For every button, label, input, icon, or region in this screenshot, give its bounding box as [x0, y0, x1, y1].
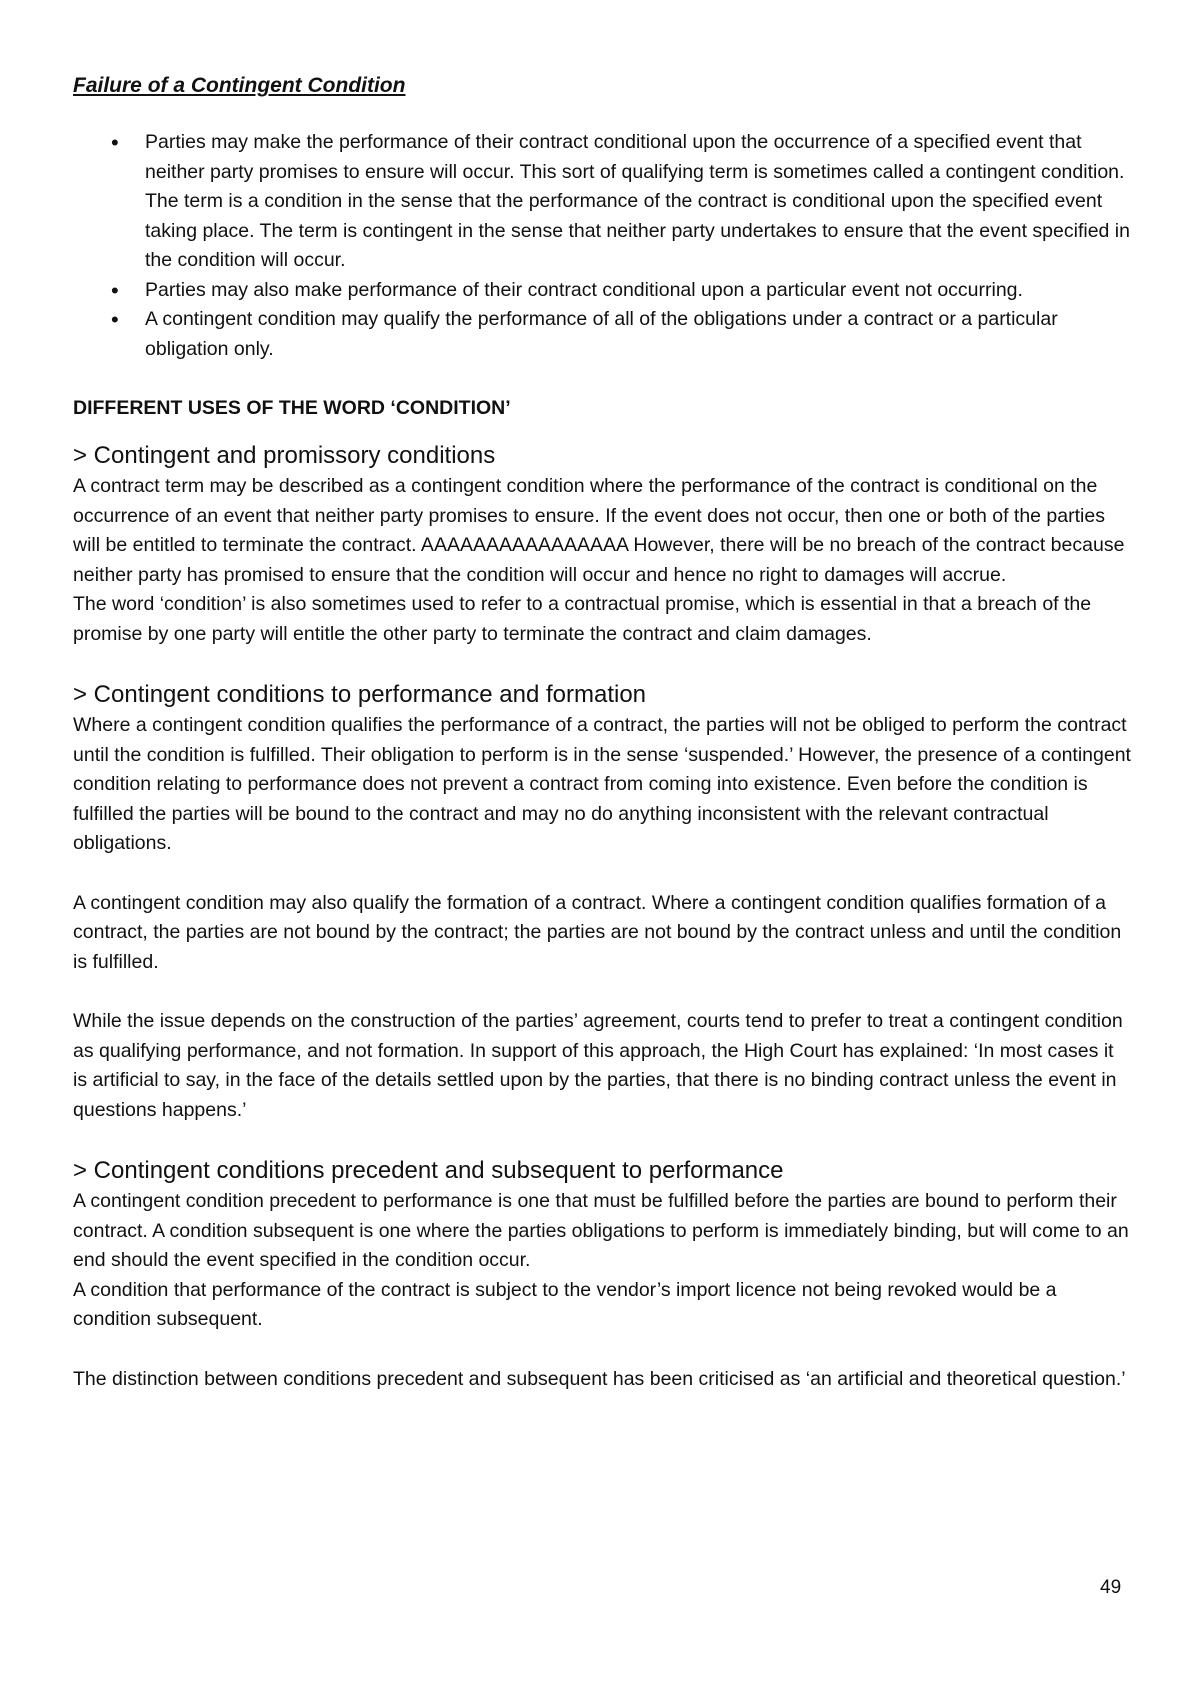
bullet-list [73, 128, 1133, 364]
document-page [73, 72, 1133, 1394]
subheading-contingent-promissory: > Contingent and promissory conditions [73, 442, 496, 469]
paragraph: The word ‘condition’ is also sometimes used to refer to a contractual promise, which is essential in that a breach of the promise by one party will entitle the other party to terminate the contract and claim damages. [73, 593, 1092, 645]
paragraph: A condition that performance of the contract is subject to the vendor’s import licence not being revoked would be a condition subsequent. [73, 1278, 1057, 1330]
page-number: 49 [1100, 1577, 1122, 1598]
paragraph: Where a contingent condition qualifies the performance of a contract, the parties will not be obliged to perform the contract until the condition is fulfilled. Their obligation to perform is in the sense ‘suspended.’ However, the presence of a contingent condition relating to performance does not prevent a contract from coming into existence. Even before the condition is fulfilled the parties will be bound to the contract and may no do anything inconsistent with the relevant contractual obligations. [73, 714, 1131, 854]
list-item: • Parties may make the performance of their contract conditional upon the occurrence of a specified event that neither party promises to ensure will occur. This sort of qualifying term is sometimes called a contingent condition. The term is a condition in the sense that the performance of the contract is conditional upon the specified event taking place. The term is contingent in the sense that neither party undertakes to ensure that the event specified in the condition will occur. [145, 128, 1133, 276]
list-item: • Parties may also make performance of their contract conditional upon a particular event not occurring. [145, 276, 1133, 306]
list-item: • A contingent condition may qualify the performance of all of the obligations under a contract or a particular obligation only. [145, 305, 1133, 364]
paragraph: A contingent condition may also qualify the formation of a contract. Where a contingent condition qualifies formation of a contract, the parties are not bound by the contract; the parties are not bound by the contract unless and until the condition is fulfilled. [73, 891, 1122, 973]
paragraph: The distinction between conditions precedent and subsequent has been criticised as ‘an artificial and theoretical question.’ [73, 1367, 1126, 1390]
section-heading-different-uses: DIFFERENT USES OF THE WORD ‘CONDITION’ [73, 397, 511, 419]
paragraph: A contingent condition precedent to performance is one that must be fulfilled before the parties are bound to perform their contract. A condition subsequent is one where the parties obligations to perform is immediately binding, but will come to an end should the event specified in the condition occur. [73, 1190, 1129, 1271]
subheading-performance-formation: > Contingent conditions to performance and formation [73, 681, 647, 708]
paragraph: A contract term may be described as a contingent condition where the performance of the contract is conditional on the occurrence of an event that neither party promises to ensure. If the event does not occur, then one or both of the parties will be entitled to terminate the contract. AAAAAAAAAAAAAAAA However, there will be no breach of the contract because neither party has promised to ensure that the condition will occur and hence no right to damages will accrue. [73, 475, 1125, 586]
subheading-precedent-subsequent: > Contingent conditions precedent and subsequent to performance [73, 1157, 784, 1184]
paragraph: While the issue depends on the construction of the parties’ agreement, courts tend to prefer to treat a contingent condition as qualifying performance, and not formation. In support of this approach, the High Court has explained: ‘In most cases it is artificial to say, in the face of the details settled upon by the parties, that there is no binding contract unless the event in questions happens.’ [73, 1010, 1123, 1121]
page-title: Failure of a Contingent Condition [73, 74, 406, 97]
